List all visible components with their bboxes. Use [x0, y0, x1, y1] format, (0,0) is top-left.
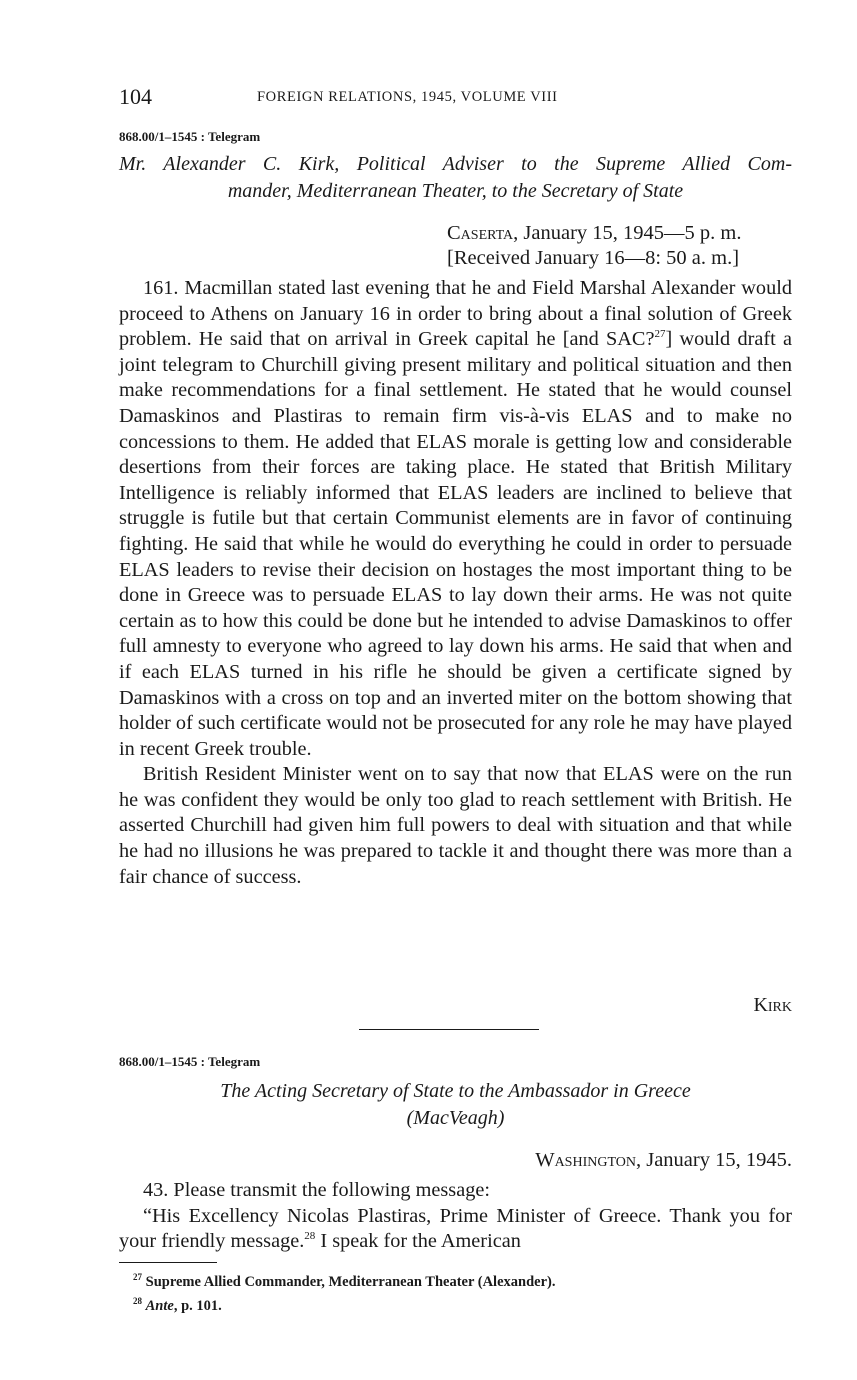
doc2-paragraph-1: 43. Please transmit the following message:	[143, 1179, 490, 1201]
doc2-body	[119, 1178, 792, 1255]
doc2-paragraph-2: “His Excellency Nicolas Plastiras, Prime Minister of Greece. Thank you for your friendly message.$^{28}$ I speak for the American	[119, 1204, 792, 1253]
doc1-title	[119, 151, 792, 205]
doc2-file-ref: 868.00/1–1545 : Telegram	[119, 1054, 261, 1069]
page-number: 104	[119, 84, 152, 109]
doc2-dateline-place: Washington	[535, 1149, 636, 1171]
doc1-title-line2: mander, Mediterranean Theater, to the Secretary of State	[227, 180, 684, 202]
doc1-dateline-date: , January 15, 1945—5 p. m.	[513, 222, 742, 244]
doc1-dateline-place: Caserta	[447, 222, 514, 244]
doc1-signature: Kirk	[753, 994, 792, 1016]
doc2-title-line2: (MacVeagh)	[406, 1107, 505, 1129]
doc1-received: [Received January 16—8: 50 a. m.]	[447, 247, 740, 269]
running-head: FOREIGN RELATIONS, 1945, VOLUME VIII	[257, 89, 558, 105]
doc1-dateline	[447, 221, 792, 271]
footnote-ref-27: 27	[654, 328, 666, 341]
footnotes	[133, 1268, 555, 1316]
doc2-title	[119, 1078, 792, 1132]
doc1-title-line1: Mr. Alexander C. Kirk, Political Adviser to the Supreme Allied Com-	[119, 153, 792, 175]
footnote-27: $^{27}$ Supreme Allied Commander, Mediterranean Theater (Alexander).	[133, 1272, 556, 1290]
doc1-paragraph-2: British Resident Minister went on to say that now that ELAS were on the run he was confident they would be only too glad to reach settlement with British. He asserted Churchill had given him full powers to deal with situation and that while he had no illusions he was prepared to tackle it and thought there was more than a fair chance of success.	[119, 763, 792, 888]
doc1-file-ref: 868.00/1–1545 : Telegram	[119, 129, 261, 144]
doc2-title-line1: The Acting Secretary of State to the Ambassador in Greece	[220, 1080, 691, 1102]
doc2-dateline-date: , January 15, 1945.	[635, 1149, 792, 1171]
doc1-paragraph-1: 161. Macmillan stated last evening that he and Field Marshal Alexander would proceed to Athens on January 16 in order to bring about a final solution of Greek problem. He said that on arrival in Greek capital he [and SAC?$^{27}$] would draft a joint telegram to Churchill giving present military and political situation and then make recommendations for a final settlement. He stated that he would counsel Damaskinos and Plastiras to remain firm vis-à-vis ELAS and to make no concessions to them. He added that ELAS morale is getting low and considerable desertions from their forces are taking place. He stated that British Military Intelligence is reliably informed that ELAS leaders are inclined to believe that struggle is futile but that certain Communist elements are in favor of continuing fighting. He said that while he would do everything he could in order to persuade ELAS leaders to revise their decision on hostages the most important thing to be done in Greece was to persuade ELAS to lay down their arms. He was not quite certain as to how this could be done but he intended to advise Damaskinos to offer full amnesty to everyone who agreed to lay down his arms. He said that when and if each ELAS turned in his rifle he should be given a certificate signed by Damaskinos with a cross on top and an inverted miter on the bottom showing that holder of such certificate would not be prosecuted for any role he may have played in recent Greek trouble.	[119, 277, 792, 760]
page-header	[119, 84, 792, 112]
footnote-ref-28: 28	[304, 1230, 316, 1243]
doc1-body	[119, 276, 792, 890]
section-divider	[359, 1029, 539, 1030]
footnote-rule	[119, 1262, 217, 1263]
footnote-28: $^{28}$ Ante, p. 101.	[133, 1295, 222, 1314]
doc2-dateline	[535, 1148, 792, 1173]
